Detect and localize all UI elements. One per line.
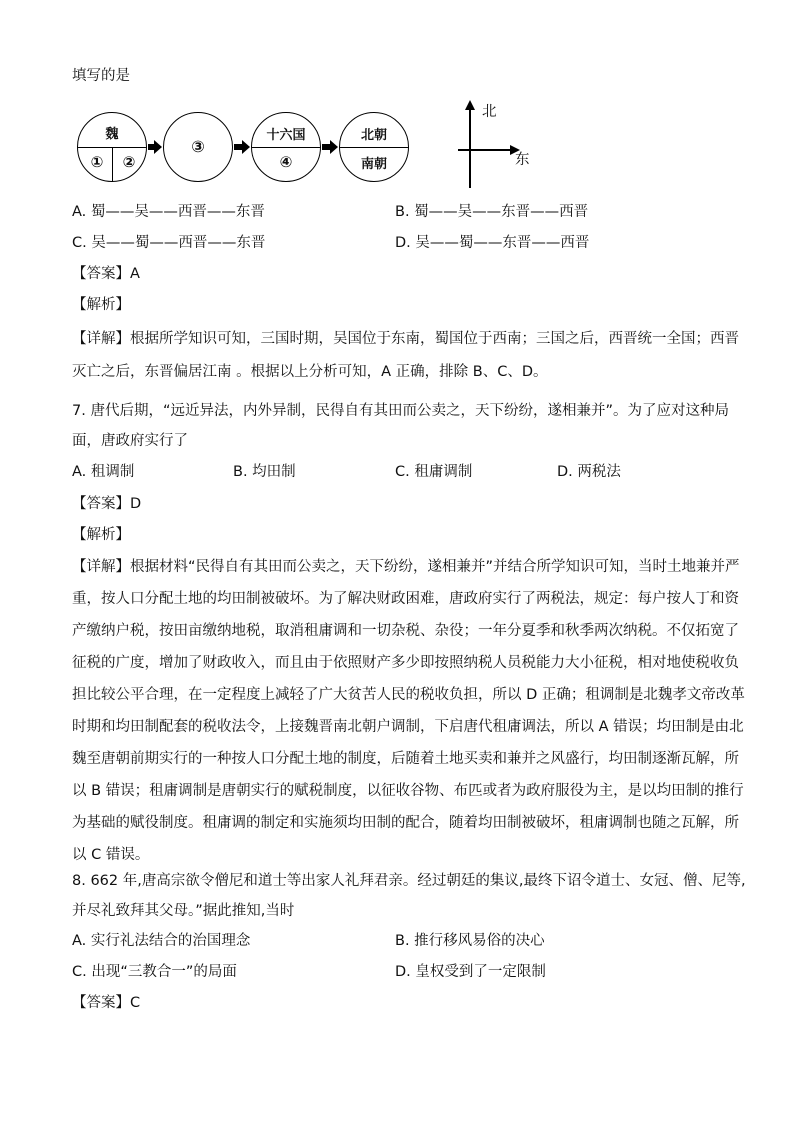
q6-detail-line: 灭亡之后，东晋偏居江南 。根据以上分析可知，A 正确，排除 B、C、D。 [72, 364, 548, 380]
compass-north-label: 北 [482, 104, 497, 120]
compass-arrows-icon [450, 98, 550, 193]
q8-option-a: A. 实行礼法结合的治国理念 [72, 933, 251, 949]
circle-2 [163, 112, 233, 182]
q7-option-b: B. 均田制 [233, 464, 296, 480]
q6-option-a: A. 蜀——吴——西晋——东晋 [72, 204, 265, 220]
q7-detail-line: 魏至唐朝前期实行的一种按人口分配土地的制度，后随着土地买卖和兼并之风盛行，均田制逐渐瓦解，所 [72, 751, 739, 767]
q8-stem: 8. 662 年,唐高宗欲令僧尼和道士等出家人礼拜君亲。经过朝廷的集议,最终下诏令道士、女冠、僧、尼等, [72, 873, 746, 889]
q7-detail-line: 重，按人口分配土地的均田制被破坏。为了解决财政困难，唐政府实行了两税法，规定：每户按人丁和资 [72, 591, 739, 607]
q7-detail-line: 【详解】根据材料“民得自有其田而公卖之，天下纷纷，遂相兼并”并结合所学知识可知，当时土地兼并严 [72, 559, 740, 575]
arrow-1 [148, 144, 156, 150]
circle-1-left-label: ① [90, 153, 104, 171]
q7-analysis-heading: 【解析】 [72, 527, 130, 543]
q6-answer: 【答案】A [72, 266, 140, 282]
q7-detail-line: 时期和均田制配套的税收法令，上接魏晋南北朝户调制，下启唐代租庸调法，所以 A 错误；均田制是由北 [72, 719, 744, 735]
q7-stem: 7. 唐代后期，“远近异法，内外异制，民得自有其田而公卖之，天下纷纷，遂相兼并”。为了应对这种局 [72, 403, 729, 419]
circle-1-top-label: 魏 [105, 127, 119, 142]
arrow-3 [322, 144, 332, 150]
q7-option-a: A. 租调制 [72, 464, 135, 480]
q7-detail-line: 征税的广度，增加了财政收入，而且由于依照财产多少即按照纳税人员税能力大小征税，相对地使税收负 [72, 655, 739, 671]
q7-option-d: D. 两税法 [557, 464, 621, 480]
continued-question-text: 填写的是 [72, 68, 130, 84]
q7-detail-line: 为基础的赋役制度。租庸调的制定和实施须均田制的配合，随着均田制被破坏，租庸调制也随之瓦解，所 [72, 815, 739, 831]
q7-stem: 面，唐政府实行了 [72, 433, 188, 449]
circle-3-top-label: 十六国 [266, 128, 306, 143]
q8-option-d: D. 皇权受到了一定限制 [395, 964, 546, 980]
circle-4-top-label: 北朝 [360, 128, 387, 143]
circle-3-bottom-label: ④ [279, 153, 293, 171]
q6-option-b: B. 蜀——吴——东晋——西晋 [395, 204, 589, 220]
q6-analysis-heading: 【解析】 [72, 297, 130, 313]
q7-option-c: C. 租庸调制 [395, 464, 473, 480]
q6-option-c: C. 吴——蜀——西晋——东晋 [72, 235, 266, 251]
circle-4 [339, 112, 409, 182]
q7-detail-line: 担比较公平合理，在一定程度上减轻了广大贫苦人民的税收负担，所以 D 正确；租调制是北魏孝文帝改革 [72, 687, 745, 703]
circle-2-label: ③ [191, 137, 205, 156]
q6-detail-line: 【详解】根据所学知识可知，三国时期，吴国位于东南，蜀国位于西南；三国之后，西晋统一全国；西晋 [72, 331, 739, 347]
circle-1-right-label: ② [122, 153, 136, 171]
q6-option-d: D. 吴——蜀——东晋——西晋 [395, 235, 590, 251]
q8-option-b: B. 推行移风易俗的决心 [395, 933, 545, 949]
circle-4-bottom-label: 南朝 [360, 157, 387, 172]
q7-detail-line: 以 B 错误；租庸调制是唐朝实行的赋税制度，以征收谷物、布匹或者为政府服役为主，是以均田制的推行 [72, 783, 744, 799]
q8-option-c: C. 出现“三教合一”的局面 [72, 964, 237, 980]
circle-3 [251, 112, 321, 182]
circle-1 [77, 112, 147, 182]
q8-stem: 并尽礼致拜其父母。”据此推知,当时 [72, 903, 295, 919]
q7-detail-line: 产缴纳户税，按田亩缴纳地税，取消租庸调和一切杂税、杂役；一年分夏季和秋季两次纳税。不仅拓宽了 [72, 623, 739, 639]
q7-detail-line: 以 C 错误。 [72, 847, 150, 863]
q8-answer: 【答案】C [72, 995, 141, 1011]
q7-answer: 【答案】D [72, 496, 142, 512]
compass-east-label: 东 [515, 152, 530, 168]
arrow-2 [234, 144, 244, 150]
